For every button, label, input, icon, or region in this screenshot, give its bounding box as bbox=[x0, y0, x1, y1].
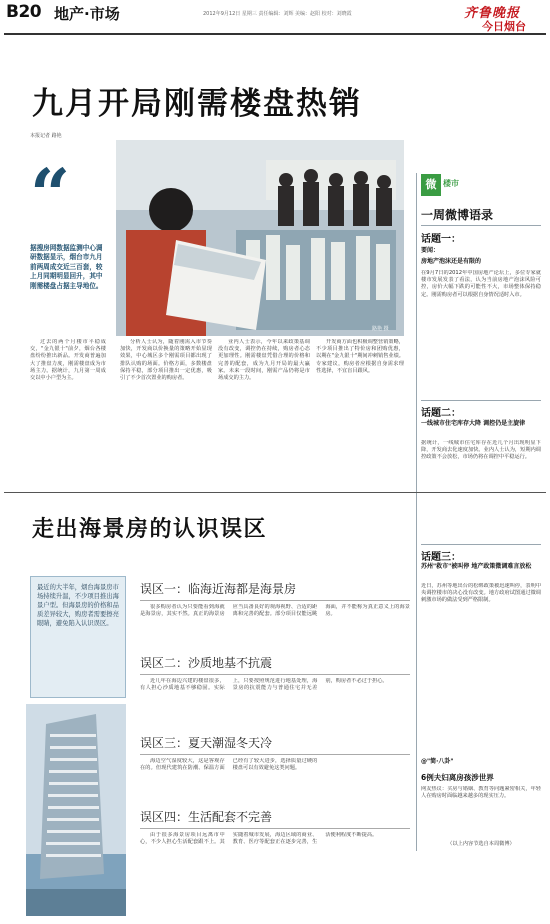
news-photo bbox=[116, 140, 404, 336]
sidebar-divider bbox=[421, 225, 541, 226]
weibo-badge-word: 楼市 bbox=[443, 179, 459, 188]
callout-box: 最近的大半年，烟台海景房市场持续升温，不少项目推出海景户型。但海景房的价格和品质差异较大，购房者需要擦亮眼睛，避免陷入认识误区。 bbox=[30, 576, 126, 698]
topic-3-head: 苏州"救市"被叫停 地产政策微调难言放松 bbox=[421, 563, 532, 570]
bottom-headline: 走出海景房的认识误区 bbox=[32, 517, 268, 542]
topic-3-label: 话题三： bbox=[421, 552, 461, 563]
myth-4-text: 由于很多海景房项目远离市中心，不少人担心生活配套跟不上。其实随着城市发展，海边区域的商业、教育、医疗等配套正在逐步完善，生活便利程度不断提高。 bbox=[140, 832, 378, 846]
topic-1-body: 在9月7日的2012年中国房地产论坛上，多位专家就楼市发展发表了看法，认为当前房地产泡沫风险可控，房价大幅下跌的可能性不大，市场整体保持稳定。刚需购房者可以根据自身情况适时入市。 bbox=[421, 270, 541, 298]
top-body-col-3: 业内人士表示，今年以来政策基调没有改变，调控仍在持续，购房者心态更加理性。刚需楼盘凭借合理的价格和完善的配套，成为九月开局的最大赢家。未来一段时间，刚需产品仍将是市场成交的主力。 bbox=[218, 339, 310, 382]
myth-3-heading: 误区三：夏天潮湿冬天冷 bbox=[140, 736, 273, 750]
weibo-badge: 微 bbox=[421, 174, 441, 196]
topic-2-body: 据统计，一线城市住宅库存在近几个月出现明显下降，开发商去化速度加快。业内人士认为，短期内调控政策不会放松，市场仍将在调控中平稳运行。 bbox=[421, 440, 541, 461]
header-rule bbox=[4, 33, 546, 35]
quote-icon: “ bbox=[30, 153, 71, 236]
edition-name: 今日烟台 bbox=[482, 20, 526, 33]
myth-2-heading: 误区二：沙质地基不抗震 bbox=[140, 656, 273, 670]
sidebar-footnote: （以上内容节选自本周微博） bbox=[447, 841, 515, 847]
page-number: B20 bbox=[6, 2, 42, 22]
myth-2-text: 近几年在海边兴建的楼盘很多，有人担心沙质地基不够稳固。实际上，只要按照规范进行地基处理，海景房的抗震能力与普通住宅并无差别，购房者不必过于担心。 bbox=[140, 678, 388, 692]
topic-2-label: 话题二： bbox=[421, 408, 461, 419]
myth-rule bbox=[140, 600, 410, 601]
myth-rule bbox=[140, 754, 410, 755]
topic-4-body: 网友热议：买房与婚姻、教育等问题紧密相关，年轻人在购房时面临越来越多的现实压力。 bbox=[421, 786, 541, 800]
topic-1-head: 房地产泡沫还是有限的 bbox=[421, 258, 482, 265]
topic-4-head: @"简·八卦" bbox=[421, 758, 454, 765]
top-headline: 九月开局刚需楼盘热销 bbox=[32, 86, 362, 122]
topic-4-sub: 6例夫妇离房孩涉世界 bbox=[421, 773, 494, 782]
tower-photo bbox=[26, 704, 126, 916]
photo-credit: 路艳 摄 bbox=[372, 326, 389, 332]
topic-3-body: 近日，苏州等地出台的松绑政策被迅速叫停，表明中央调控楼市的决心没有改变。地方政府试图通过微调刺激市场的做法受到严格限制。 bbox=[421, 583, 541, 604]
sidebar-title: 一周微博语录 bbox=[421, 208, 494, 222]
top-body-col-4: 开发商方面也积极调整营销策略，不少项目推出了特价房和团购优惠，以期在"金九银十"期间冲刺销售业绩。专家建议，购房者应根据自身需求理性选择，不宜盲目跟风。 bbox=[316, 339, 404, 374]
sidebar-divider bbox=[421, 544, 541, 545]
top-byline: 本报记者 路艳 bbox=[30, 133, 62, 139]
top-lead: 据搜房网数据监测中心调研数据显示，烟台市九月前两周成交近三百套，较上月同期明显回升，其中刚需楼盘占据主导地位。 bbox=[30, 244, 103, 290]
topic-2-head: 一线城市住宅库存大降 调控仍是主旋律 bbox=[421, 420, 526, 427]
myth-4-heading: 误区四：生活配套不完善 bbox=[140, 810, 273, 824]
myth-1-text: 很多购房者认为只要能看到海就是海景房，其实不然。真正的海景房应当具备良好的观海视野、合适的距离和完善的配套。部分项目仅能远眺海面，并不能称为真正意义上的海景房。 bbox=[140, 604, 410, 618]
topic-1-label: 话题一： bbox=[421, 234, 461, 245]
myth-1-heading: 误区一：临海近海都是海景房 bbox=[140, 582, 297, 596]
section-rule bbox=[4, 492, 546, 493]
myth-3-text: 海边空气湿度较大，这是客观存在的。但现代建筑在防潮、保温方面已经有了较大进步，选择质量过硬的楼盘可以有效避免这类问题。 bbox=[140, 758, 318, 772]
dateline: 2012年9月12日 星期三 责任编辑：刘辉 美编：赵阳 校对：刘晓霞 bbox=[203, 11, 352, 17]
top-body-col-2: 分析人士认为，随着刚需入市节奏加快，开发商以价换量的策略开始显现效果，中心城区多个刚需项目都出现了排队认购的场面。价格方面，多数楼盘保持平稳，部分项目推出一定优惠，吸引了不少首次置业的购房者。 bbox=[120, 339, 212, 382]
myth-rule bbox=[140, 828, 410, 829]
topic-1-sub: 要闻： bbox=[421, 247, 440, 254]
section-title: 地产·市场 bbox=[54, 5, 120, 23]
top-body-col-1: 过去的两个月楼市平稳成交，"金九银十"前夕，烟台各楼盘纷纷推出新品。开发商普遍加大了推盘力度，刚需楼盘成为市场主力。据统计，九月第一周成交以中小户型为主。 bbox=[30, 339, 106, 382]
newspaper-logo: 齐鲁晚报 bbox=[464, 6, 521, 21]
sidebar-divider bbox=[421, 400, 541, 401]
myth-rule bbox=[140, 674, 410, 675]
